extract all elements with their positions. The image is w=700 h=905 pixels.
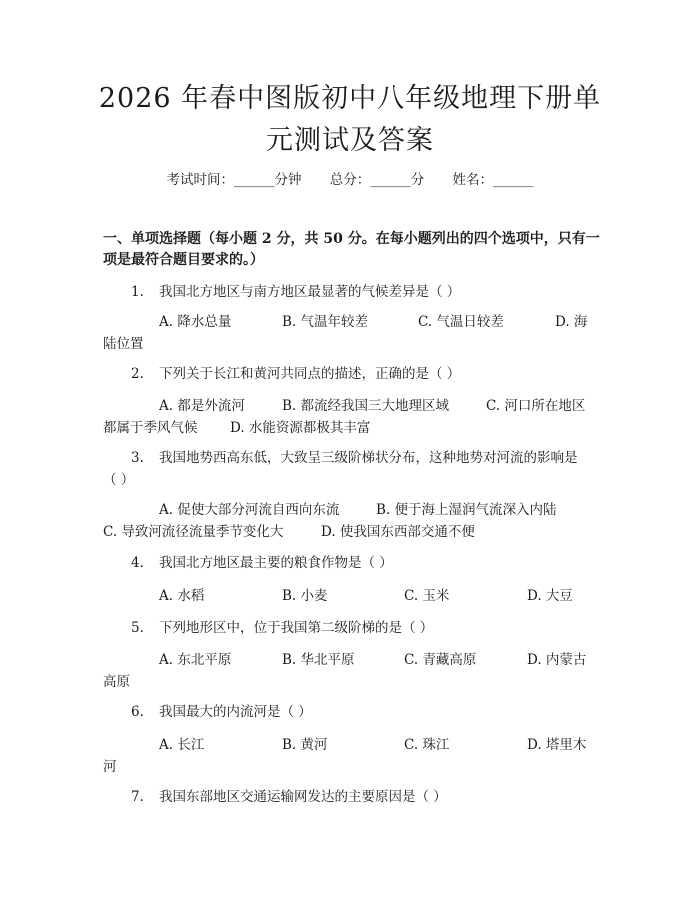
option-d-continued: 高原 [103, 674, 130, 690]
option-c[interactable]: C. 青藏高原 [404, 652, 477, 668]
question-number: 1. [131, 284, 144, 300]
option-d[interactable]: D. 塔里木 [527, 737, 587, 753]
student-name-field: 姓名：______ [452, 172, 534, 188]
exam-meta [0, 168, 700, 188]
option-c-continued: 都属于季风气候 [103, 420, 198, 436]
question-stem: 我国北方地区与南方地区最显著的气候差异是（ ） [159, 284, 461, 300]
option-a[interactable]: A. 促使大部分河流自西向东流 [159, 502, 340, 518]
total-score-field: 总分：______分 [329, 172, 425, 188]
exam-time-field: 考试时间：______分钟 [166, 172, 302, 188]
option-c[interactable]: C. 导致河流径流量季节变化大 [103, 524, 284, 540]
option-d[interactable]: D. 内蒙古 [527, 652, 587, 668]
option-b[interactable]: B. 华北平原 [282, 652, 355, 668]
question-number: 6. [131, 704, 144, 720]
option-b[interactable]: B. 气温年较差 [282, 314, 369, 330]
option-d-continued: 陆位置 [103, 336, 144, 352]
question-stem: 下列关于长江和黄河共同点的描述，正确的是（ ） [159, 366, 461, 382]
option-c[interactable]: C. 珠江 [404, 737, 450, 753]
question-number: 4. [131, 555, 144, 571]
option-b[interactable]: B. 小麦 [282, 588, 328, 604]
question-number: 7. [131, 789, 144, 805]
option-c[interactable]: C. 气温日较差 [418, 314, 504, 330]
option-a[interactable]: A. 降水总量 [159, 314, 232, 330]
option-a[interactable]: A. 东北平原 [159, 652, 232, 668]
question-number: 2. [131, 366, 144, 382]
question-number: 5. [131, 620, 144, 636]
question-stem: 下列地形区中，位于我国第二级阶梯的是（ ） [159, 620, 434, 636]
option-d-continued: 河 [103, 759, 117, 775]
option-b[interactable]: B. 黄河 [282, 737, 328, 753]
option-b[interactable]: B. 都流经我国三大地理区域 [282, 398, 450, 414]
question-stem-continued: （ ） [103, 472, 135, 488]
option-c[interactable]: C. 河口所在地区 [486, 398, 586, 414]
option-a[interactable]: A. 长江 [159, 737, 205, 753]
option-c[interactable]: C. 玉米 [404, 588, 450, 604]
section-header: 一、单项选择题（每小题 2 分，共 50 分。在每小题列出的四个选项中，只有一项是最符合题目要求的。） [103, 231, 600, 268]
option-d[interactable]: D. 水能资源都极其丰富 [230, 420, 371, 436]
question-stem: 我国东部地区交通运输网发达的主要原因是（ ） [159, 789, 447, 805]
question-stem: 我国地势西高东低，大致呈三级阶梯状分布，这种地势对河流的影响是 [159, 450, 578, 466]
option-a[interactable]: A. 水稻 [159, 588, 205, 604]
question-number: 3. [131, 450, 144, 466]
option-d[interactable]: D. 海 [555, 314, 588, 330]
option-d[interactable]: D. 使我国东西部交通不便 [321, 524, 475, 540]
option-d[interactable]: D. 大豆 [527, 588, 573, 604]
question-stem: 我国最大的内流河是（ ） [159, 704, 312, 720]
question-stem: 我国北方地区最主要的粮食作物是（ ） [159, 555, 393, 571]
option-a[interactable]: A. 都是外流河 [159, 398, 245, 414]
page-title: 2026 年春中图版初中八年级地理下册单元测试及答案 [98, 83, 602, 156]
option-b[interactable]: B. 便于海上湿润气流深入内陆 [376, 502, 557, 518]
